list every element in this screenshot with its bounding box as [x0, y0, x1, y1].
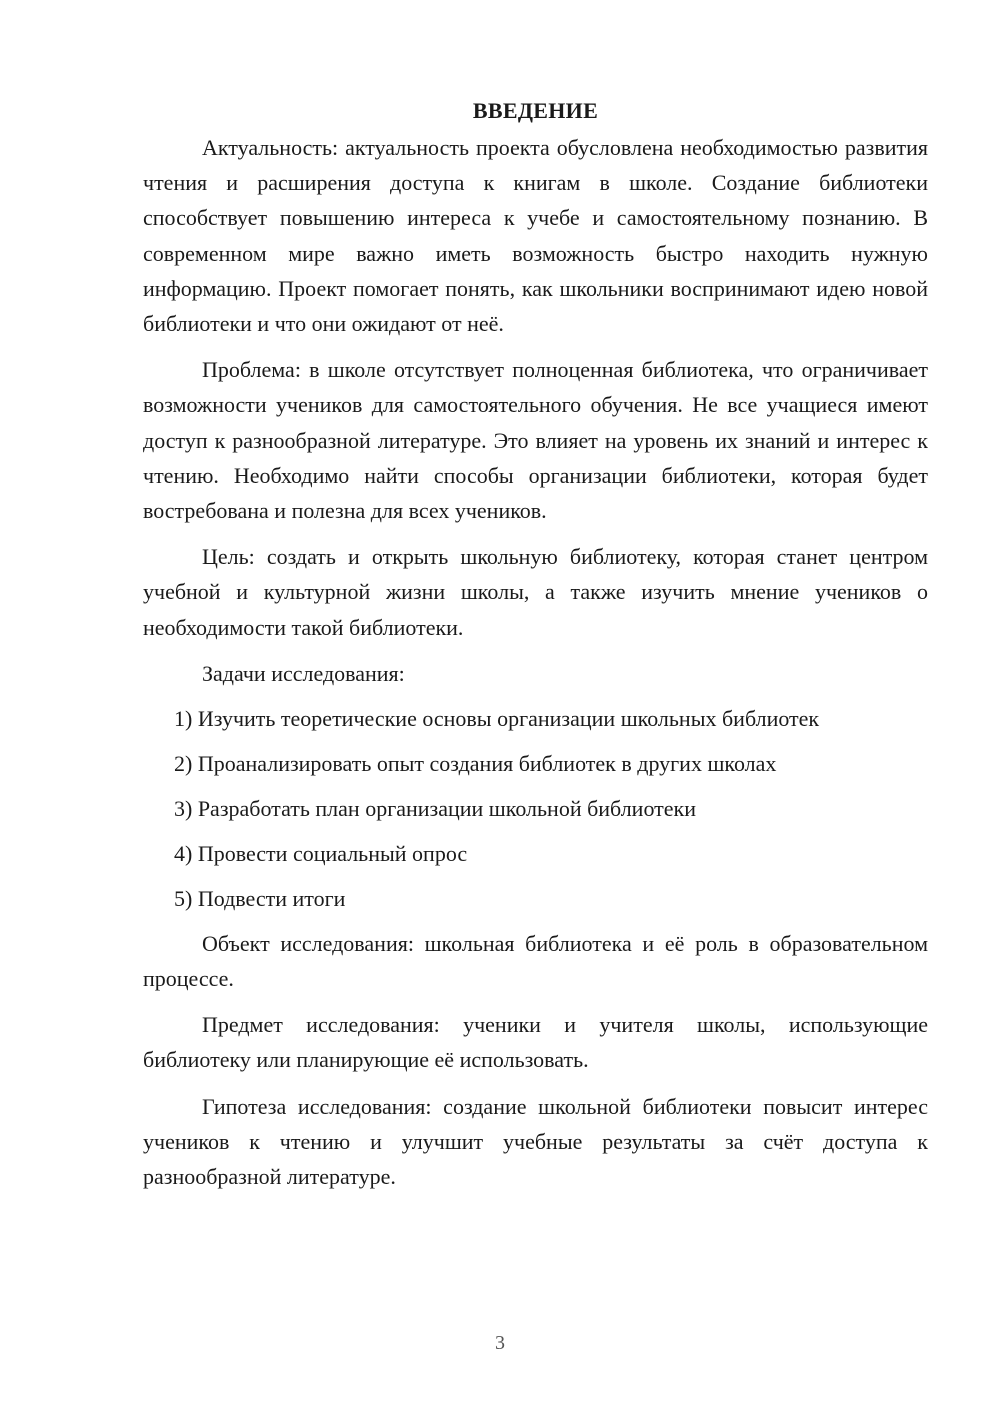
page-title: ВВЕДЕНИЕ	[472, 98, 599, 123]
tasks-heading: Задачи исследования:	[202, 660, 405, 686]
paragraph-problem: Проблема: в школе отсутствует полноценная библиотека, что ограничивает возможности учеников для самостоятельного обучения. Не все учащиеся имеют доступ к разнообразной литературе. Это влияет на уровень их знаний и интерес к чтению. Необходимо найти способы организации библиотеки, которая будет востребована и полезна для всех учеников.	[143, 357, 928, 524]
task-item-4: 4) Провести социальный опрос	[174, 840, 468, 866]
paragraph-hypothesis: Гипотеза исследования: создание школьной библиотеки повысит интерес учеников к чтению и улучшит учебные результаты за счёт доступа к разнообразной литературе.	[143, 1093, 928, 1190]
task-list	[143, 701, 928, 916]
page-number: 3	[495, 1332, 505, 1354]
task-item-1: 1) Изучить теоретические основы организации школьных библиотек	[174, 705, 820, 731]
task-item-2: 2) Проанализировать опыт создания библиотек в других школах	[174, 750, 777, 776]
document-page	[143, 92, 928, 1194]
paragraph-goal: Цель: создать и открыть школьную библиотеку, которая станет центром учебной и культурной жизни школы, а также изучить мнение учеников о необходимости такой библиотеки.	[143, 544, 928, 640]
paragraph-relevance: Актуальность: актуальность проекта обусловлена необходимостью развития чтения и расширения доступа к книгам в школе. Создание библиотеки способствует повышению интереса к учебе и самостоятельному познанию. В современном мире важно иметь возможность быстро находить нужную информацию. Проект помогает понять, как школьники воспринимают идею новой библиотеки и что они ожидают от неё.	[143, 135, 928, 337]
task-item-5: 5) Подвести итоги	[174, 885, 346, 911]
paragraph-object: Объект исследования: школьная библиотека и её роль в образовательном процессе.	[143, 930, 928, 992]
paragraph-subject: Предмет исследования: ученики и учителя школы, использующие библиотеку или планирующие её использовать.	[143, 1012, 928, 1073]
task-item-3: 3) Разработать план организации школьной библиотеки	[174, 795, 697, 821]
